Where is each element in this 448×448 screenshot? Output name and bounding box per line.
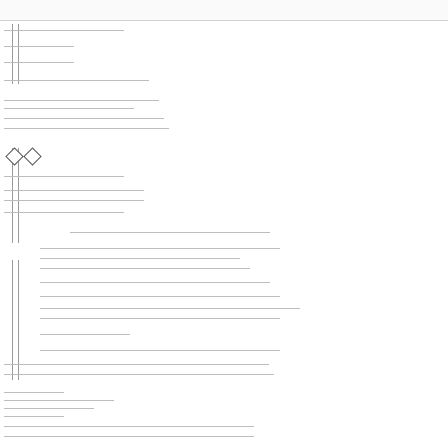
margin-line [18, 148, 19, 243]
rule [4, 118, 164, 119]
rule [40, 350, 280, 351]
rule [4, 108, 134, 109]
rule [40, 258, 240, 259]
margin-line [12, 260, 13, 380]
rule [4, 30, 124, 31]
rule [4, 62, 74, 63]
rule [70, 232, 270, 233]
rule [40, 308, 300, 309]
rule [4, 100, 159, 101]
diamond-icon [23, 147, 41, 165]
diamond-icon [5, 147, 23, 165]
margin-line [18, 24, 19, 84]
rule [4, 392, 64, 393]
rule [4, 374, 274, 375]
rule [4, 400, 114, 401]
page-header [0, 0, 448, 21]
rule [4, 200, 144, 201]
rule [4, 46, 74, 47]
rule [4, 416, 64, 417]
rule [4, 408, 94, 409]
rule [40, 248, 280, 249]
rule [40, 334, 130, 335]
rule [40, 296, 280, 297]
rule [40, 282, 270, 283]
rule [4, 436, 254, 437]
rule [40, 318, 280, 319]
rule [4, 176, 124, 177]
rule [4, 128, 169, 129]
rule [4, 426, 254, 427]
rule [4, 190, 144, 191]
margin-line [12, 24, 13, 84]
rule [4, 364, 269, 365]
rule [4, 212, 124, 213]
rule [4, 80, 149, 81]
rule [40, 268, 250, 269]
margin-line [18, 260, 19, 380]
